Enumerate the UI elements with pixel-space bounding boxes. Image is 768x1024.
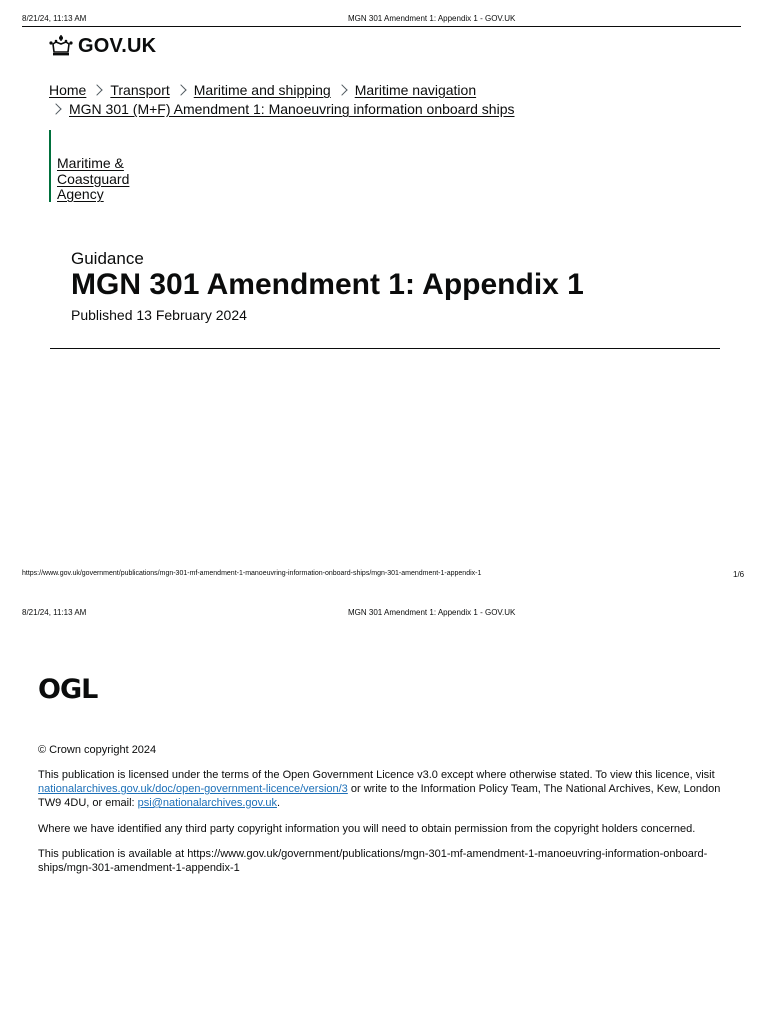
- breadcrumb: [49, 82, 476, 98]
- breadcrumb-mgn-301[interactable]: MGN 301 (M+F) Amendment 1: Manoeuvring information onboard ships: [69, 101, 515, 117]
- print-footer-url: https://www.gov.uk/government/publications/mgn-301-mf-amendment-1-manoeuvring-information-onboard-ships/mgn-301-amendment-1-appendix-1: [22, 570, 482, 577]
- breadcrumb-transport[interactable]: Transport: [110, 82, 170, 98]
- logo-text: GOV.UK: [78, 34, 157, 57]
- organisation-line-1: Maritime &: [57, 155, 124, 171]
- page-title: MGN 301 Amendment 1: Appendix 1: [71, 268, 584, 301]
- third-party-notice: Where we have identified any third party copyright information you will need to obtain permission from the copyright holders concerned.: [38, 823, 696, 835]
- breadcrumb-line-2: [49, 101, 515, 117]
- licence-terms-middle: or write to the Information Policy Team, The National Archives, Kew, London TW9 4DU, or email:: [38, 783, 721, 809]
- ogl-logo-text: OGL: [38, 674, 98, 703]
- print-header-title-page-2: MGN 301 Amendment 1: Appendix 1 - GOV.UK: [348, 608, 516, 617]
- chevron-right-icon: [175, 84, 186, 95]
- crown-copyright: © Crown copyright 2024: [38, 744, 157, 756]
- print-header-title: MGN 301 Amendment 1: Appendix 1 - GOV.UK: [348, 14, 516, 23]
- licence-terms-end: .: [277, 797, 281, 809]
- licence-terms: [38, 768, 738, 810]
- header-rule: [22, 26, 741, 27]
- organisation-brand-bar: [49, 130, 51, 202]
- breadcrumb-maritime-shipping[interactable]: Maritime and shipping: [193, 82, 331, 98]
- govuk-logo-link[interactable]: [48, 33, 156, 59]
- availability-notice: This publication is available at https://www.gov.uk/government/publications/mgn-301-mf-amendment-1-manoeuvring-information-onboard-ships/mgn-301-amendment-1-appendix-1: [38, 848, 708, 874]
- document-caption: Guidance: [71, 249, 144, 268]
- ogl-logo: [38, 673, 98, 703]
- print-header-datetime-page-2: 8/21/24, 11:13 AM: [22, 608, 87, 617]
- licence-terms-prefix: This publication is licensed under the terms of the Open Government Licence v3.0 except where otherwise stated. To view this licence, visit: [38, 769, 715, 781]
- organisation-line-2: Coastguard: [57, 170, 130, 187]
- licence-link[interactable]: nationalarchives.gov.uk/doc/open-government-licence/version/3: [38, 783, 348, 795]
- chevron-right-icon: [336, 84, 347, 95]
- print-header-datetime: 8/21/24, 11:13 AM: [22, 14, 87, 23]
- published-date: Published 13 February 2024: [71, 307, 247, 323]
- breadcrumb-maritime-navigation[interactable]: Maritime navigation: [354, 82, 477, 98]
- breadcrumb-home[interactable]: Home: [49, 82, 87, 98]
- print-footer-page-number: 1/6: [733, 570, 745, 579]
- organisation-link[interactable]: [57, 156, 129, 203]
- organisation-line-3: Agency: [57, 186, 104, 202]
- chevron-right-icon: [92, 84, 103, 95]
- crown-icon: [48, 35, 74, 57]
- email-link[interactable]: psi@nationalarchives.gov.uk: [137, 797, 278, 809]
- section-divider: [50, 348, 720, 349]
- chevron-right-icon: [50, 103, 61, 114]
